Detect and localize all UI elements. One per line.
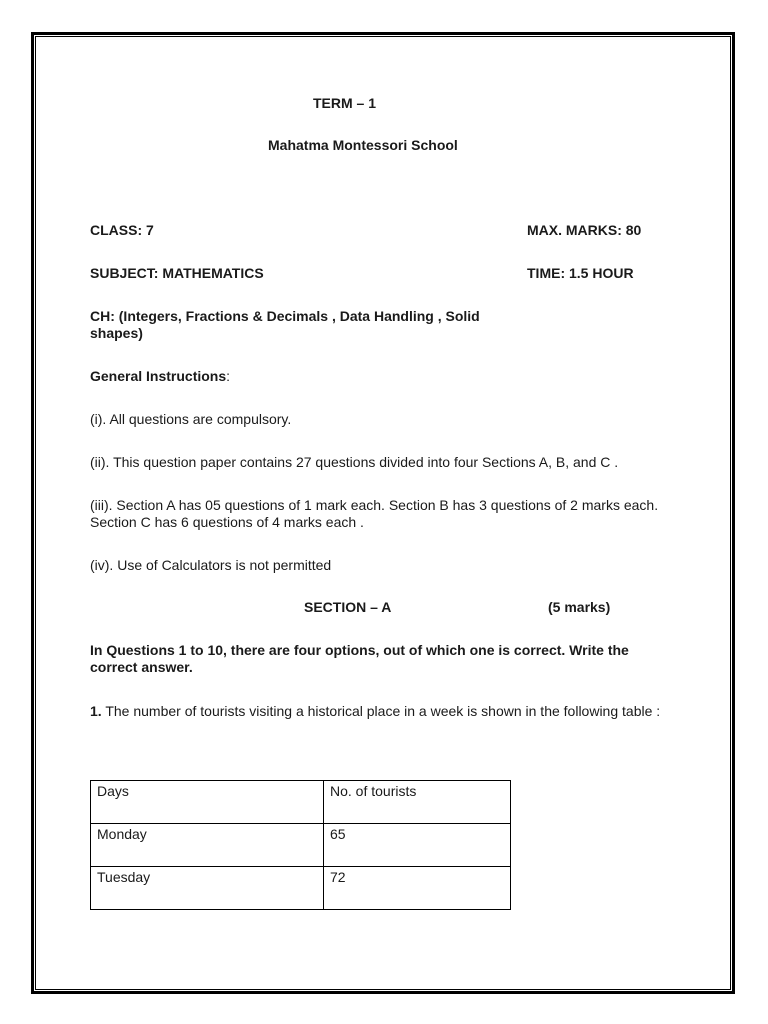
instruction-item-3: (iii). Section A has 05 questions of 1 mark each. Section B has 3 questions of 2 marks each. Section C has 6 questions of 4 marks each . (90, 497, 659, 530)
class-label: CLASS: 7 (90, 222, 154, 238)
table-header-tourists: No. of tourists (324, 781, 511, 824)
time-label: TIME: 1.5 HOUR (527, 265, 634, 281)
table-row (91, 824, 511, 867)
question-1 (90, 703, 680, 720)
subject-label: SUBJECT: MATHEMATICS (90, 265, 264, 281)
term-title: TERM – 1 (313, 95, 377, 111)
section-a-marks: (5 marks) (548, 599, 611, 615)
max-marks-label: MAX. MARKS: 80 (527, 222, 642, 238)
instructions-heading-text: General Instructions (90, 368, 227, 384)
question-1-number: 1. (90, 703, 102, 719)
instruction-item-1: (i). All questions are compulsory. (90, 411, 292, 427)
table-cell-day: Tuesday (91, 867, 324, 910)
table-header-days: Days (91, 781, 324, 824)
table-row (91, 867, 511, 910)
instruction-item-2: (ii). This question paper contains 27 questions divided into four Sections A, B, and C . (90, 454, 619, 470)
table-cell-count: 65 (324, 824, 511, 867)
table-cell-day: Monday (91, 824, 324, 867)
section-a-title: SECTION – A (304, 599, 392, 615)
section-a-directions: In Questions 1 to 10, there are four options, out of which one is correct. Write the correct answer. (90, 642, 629, 675)
school-name: Mahatma Montessori School (268, 137, 458, 153)
table-header-row (91, 781, 511, 824)
chapters-line-2: shapes) (90, 325, 143, 341)
tourists-table (90, 780, 511, 910)
chapters-line-1: CH: (Integers, Fractions & Decimals , Data Handling , Solid (90, 308, 480, 324)
instructions-heading-colon: : (226, 368, 231, 384)
instruction-item-4: (iv). Use of Calculators is not permitted (90, 557, 332, 573)
table-cell-count: 72 (324, 867, 511, 910)
instructions-heading (90, 368, 230, 385)
question-1-text: The number of tourists visiting a historical place in a week is shown in the following table : (101, 703, 661, 719)
